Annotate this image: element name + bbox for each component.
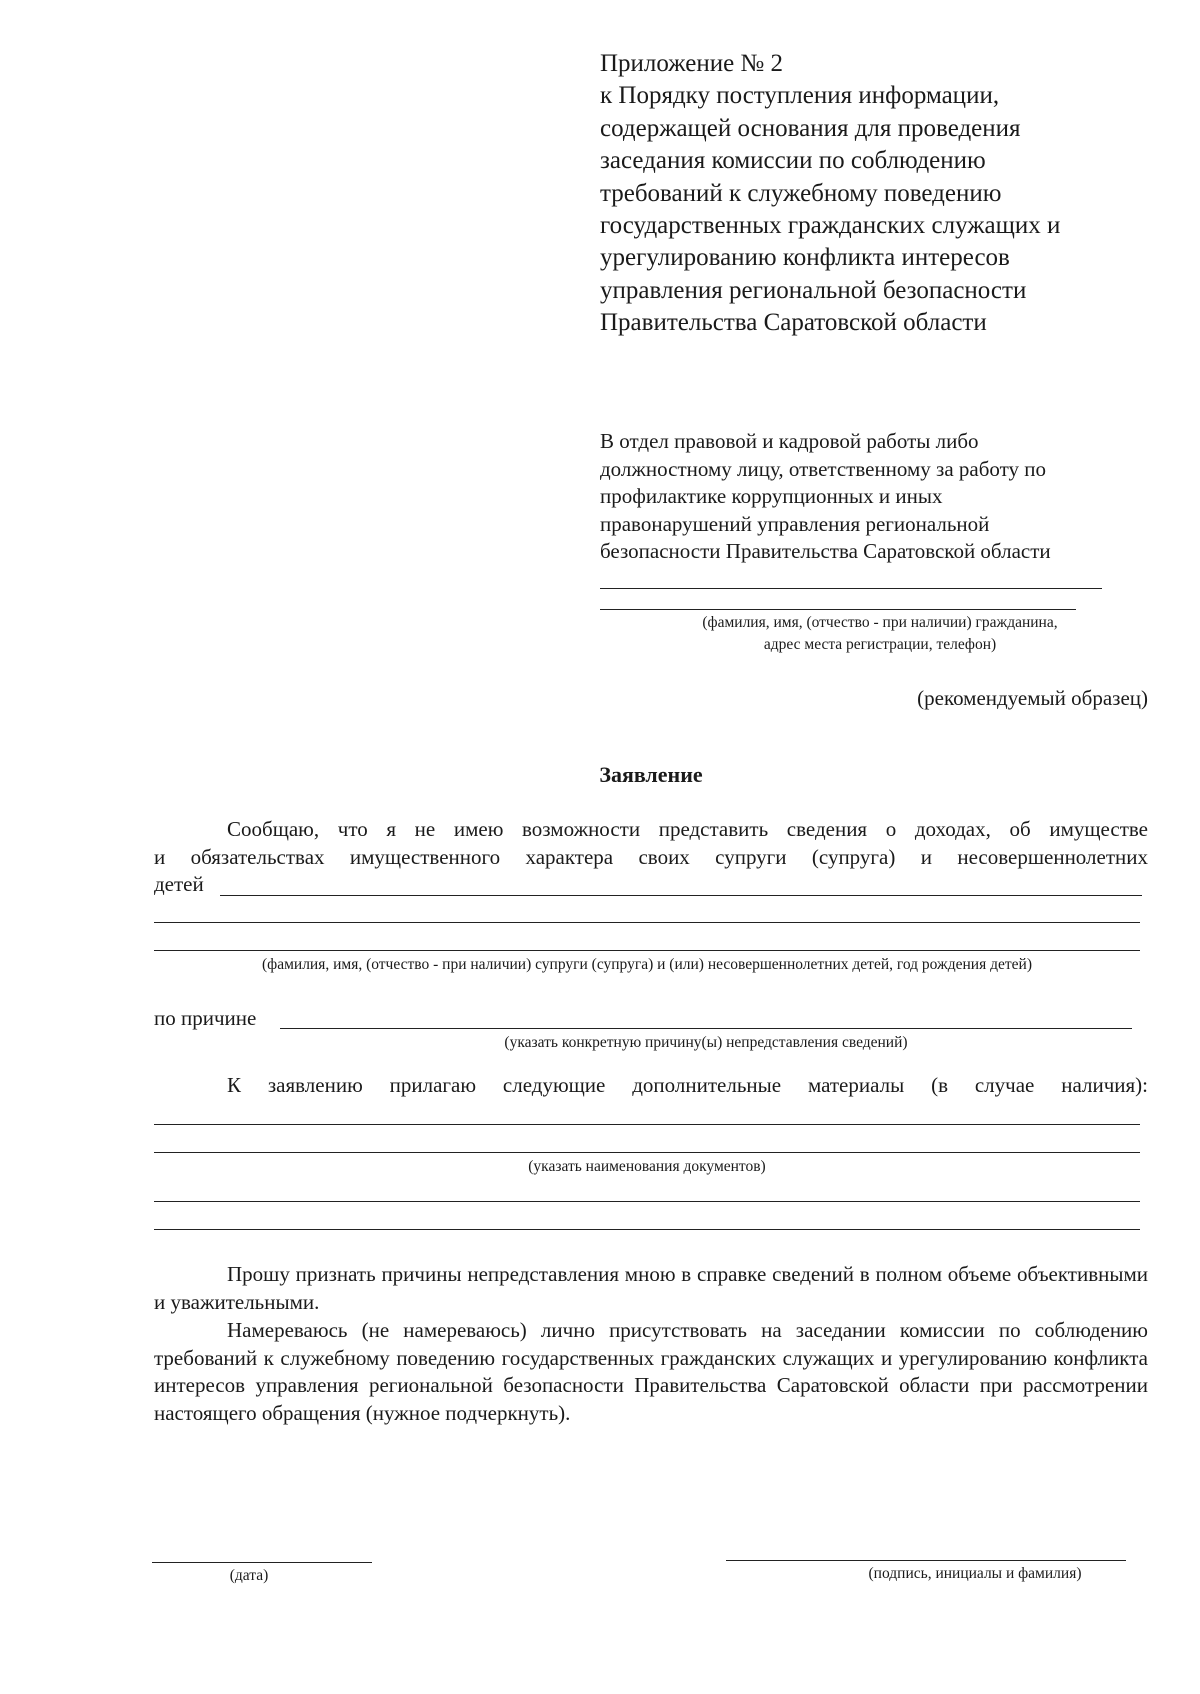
- reason-caption: (указать конкретную причину(ы) непредставления сведений): [504, 1034, 908, 1051]
- attachments-field-line-2[interactable]: [154, 1152, 1140, 1153]
- request-paragraph: [154, 1261, 1148, 1316]
- signature-field-line[interactable]: [726, 1560, 1126, 1561]
- recommended-sample-label: (рекомендуемый образец): [917, 686, 1148, 710]
- statement-line-1: Сообщаю, что я не имею возможности представить сведения о доходах, об имуществе: [227, 817, 1148, 841]
- children-field-line-2[interactable]: [154, 922, 1140, 923]
- attachments-field-line-3[interactable]: [154, 1201, 1140, 1202]
- attachments-paragraph: [154, 1072, 1148, 1100]
- document-title: Заявление: [599, 762, 703, 787]
- applicant-caption-2: адрес места регистрации, телефон): [763, 636, 997, 653]
- statement-line-2: и обязательствах имущественного характера своих супруги (супруга) и несовершеннолетних: [154, 844, 1148, 869]
- appendix-line: Приложение № 2: [600, 50, 784, 77]
- attachments-line: К заявлению прилагаю следующие дополнительные материалы (в случае наличия):: [227, 1073, 1148, 1097]
- appendix-line: управления региональной безопасности: [600, 276, 1027, 304]
- signature-caption: (подпись, инициалы и фамилия): [868, 1565, 1082, 1582]
- appendix-line: урегулированию конфликта интересов: [600, 244, 1010, 272]
- applicant-name-field-line[interactable]: [600, 588, 1102, 589]
- children-caption: (фамилия, имя, (отчество - при наличии) супруги (супруга) и (или) несовершеннолетних детей, год рождения детей): [262, 956, 1032, 973]
- reason-label: по причине: [154, 1006, 257, 1030]
- attachments-field-line-1[interactable]: [154, 1124, 1140, 1125]
- date-caption: (дата): [229, 1567, 269, 1584]
- date-field-line[interactable]: [152, 1562, 372, 1563]
- appendix-line: заседания комиссии по соблюдению: [600, 147, 986, 175]
- appendix-line: требований к служебному поведению: [600, 179, 1002, 207]
- addressee-line: профилактике коррупционных и иных: [600, 484, 943, 509]
- applicant-address-field-line[interactable]: [600, 609, 1076, 610]
- children-field-line-3[interactable]: [154, 950, 1140, 951]
- addressee-line: должностному лицу, ответственному за работу по: [600, 456, 1047, 481]
- attachments-caption: (указать наименования документов): [528, 1158, 766, 1175]
- children-field-line-1[interactable]: [220, 895, 1142, 896]
- attachments-field-line-4[interactable]: [154, 1229, 1140, 1230]
- appendix-line: содержащей основания для проведения: [600, 114, 1021, 142]
- addressee-line: правонарушений управления региональной: [600, 511, 990, 536]
- addressee-block: [600, 428, 1160, 566]
- statement-line-3: детей: [154, 872, 204, 896]
- addressee-line: безопасности Правительства Саратовской области: [600, 539, 1051, 564]
- intent-paragraph: [154, 1317, 1148, 1427]
- intent-text: Намереваюсь (не намереваюсь) лично присутствовать на заседании комиссии по соблюдению требований к служебному поведению государственных гражданских служащих и урегулированию конфликта интересов управления региональной безопасности Правительства Саратовской области при рассмотрении настоящего обращения (нужное подчеркнуть).: [154, 1318, 1148, 1425]
- appendix-line: государственных гражданских служащих и: [600, 212, 1061, 240]
- reason-field-line[interactable]: [280, 1028, 1132, 1029]
- appendix-line: к Порядку поступления информации,: [600, 82, 1000, 110]
- statement-paragraph: [154, 816, 1148, 899]
- addressee-line: В отдел правовой и кадровой работы либо: [600, 429, 979, 453]
- appendix-header: [600, 48, 1160, 340]
- request-text: Прошу признать причины непредставления мною в справке сведений в полном объеме объективными и уважительными.: [154, 1262, 1148, 1314]
- applicant-caption-1: (фамилия, имя, (отчество - при наличии) гражданина,: [702, 614, 1058, 631]
- appendix-line: Правительства Саратовской области: [600, 309, 987, 337]
